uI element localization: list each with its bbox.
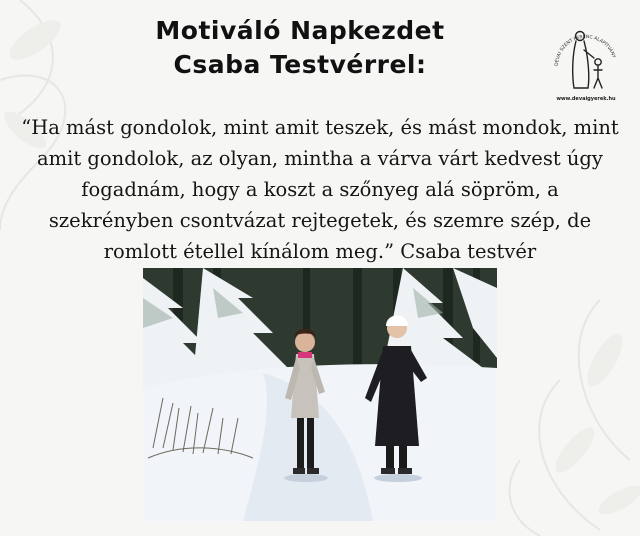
foundation-logo (548, 6, 624, 104)
title-line-1: Motiváló Napkezdet (155, 16, 445, 45)
logo-url: www.devaigyerek.hu (556, 96, 616, 102)
logo-arc-text: DÉVAI SZENT FERENC ALAPÍTVÁNY (554, 34, 616, 67)
photo-illustration (143, 268, 497, 521)
quote-text: “Ha mást gondolok, mint amit teszek, és mást mondok, mint amit gondolok, az olyan, mintha a várva várt kedvest úgy fogadnám, hogy a koszt a szőnyeg alá söpröm, a szekrényben csontvázat rejtegetek, és szemre szép, de romlott étellel kínálom meg.” Csaba testvér (21, 116, 619, 263)
title-line-2: Csaba Testvérrel: (173, 50, 427, 79)
page-title (110, 14, 490, 82)
photo-snowy-forest-walk (143, 268, 497, 521)
